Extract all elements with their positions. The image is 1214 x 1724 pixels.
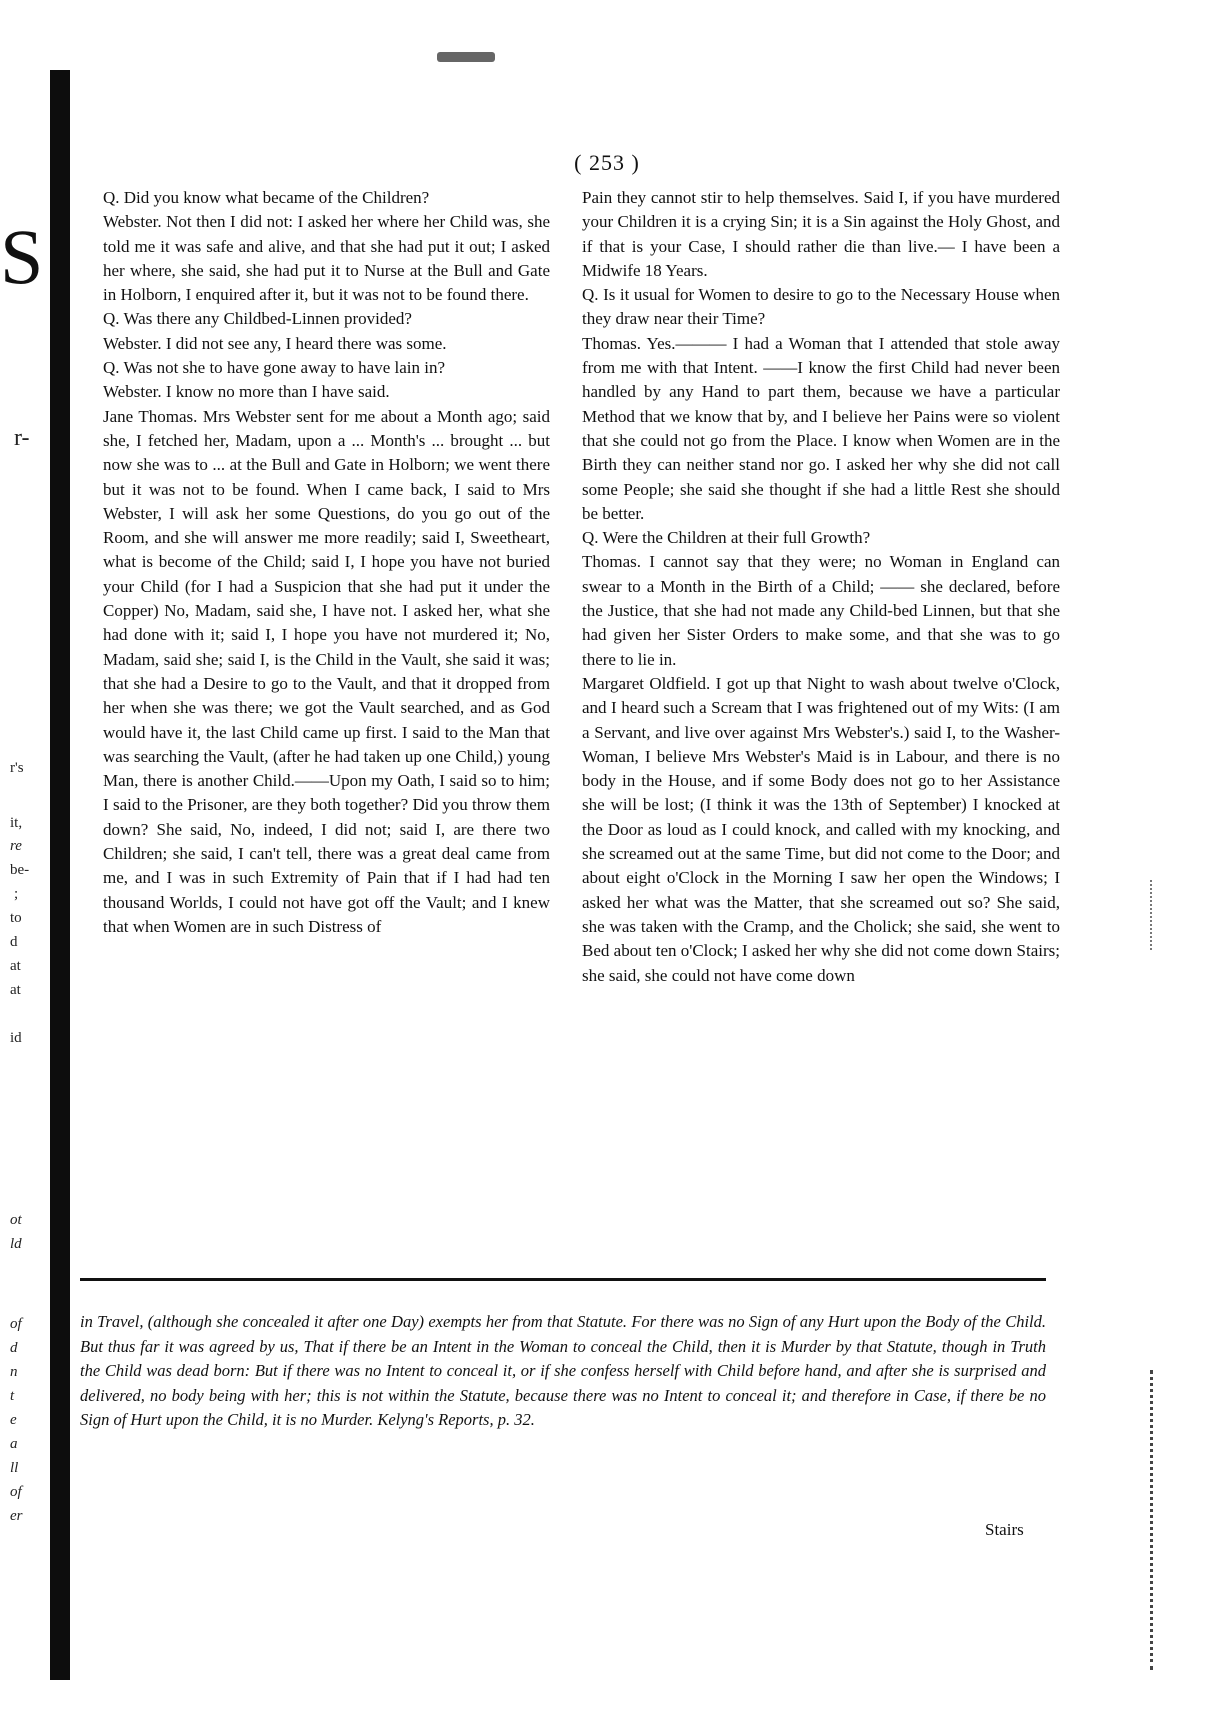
bleed-fragment: a: [10, 1436, 18, 1452]
paragraph: Q. Was there any Childbed-Linnen provided?: [103, 309, 412, 329]
bleed-fragment: at: [10, 958, 21, 974]
footnote-divider: [80, 1278, 1046, 1281]
bleed-fragment: id: [10, 1030, 22, 1046]
bleed-fragment: d: [10, 1340, 18, 1356]
bleed-fragment: of: [10, 1484, 22, 1500]
left-column: [103, 186, 550, 939]
bleed-fragment: to: [10, 910, 22, 926]
bleed-fragment: ll: [10, 1460, 19, 1476]
paragraph: Webster. I did not see any, I heard there was some.: [103, 333, 447, 353]
paragraph: Webster. I know no more than I have said.: [103, 382, 390, 402]
bleed-fragment: r's: [10, 760, 24, 776]
bleed-fragment: t: [10, 1388, 15, 1404]
right-column: [582, 186, 1060, 988]
footnote: [80, 1310, 1046, 1433]
bleed-fragment: be-: [10, 862, 30, 878]
header-ornament: [437, 52, 495, 62]
bleed-fragment: n: [10, 1364, 18, 1380]
scan-noise: [1150, 1370, 1183, 1670]
paragraph: Webster. Not then I did not: I asked her where her Child was, she told me it was safe and alive, and that she had put it out; I asked her where, she said, she had put it to Nurse at the Bull and Gate in Holborn, I enquired after it, but it was not to be found there.: [103, 212, 550, 305]
bleed-fragment: er: [10, 1508, 23, 1524]
bleed-fragment: it,: [10, 815, 23, 831]
bleed-fragment: of: [10, 1316, 22, 1332]
paragraph: Margaret Oldfield. I got up that Night to wash about twelve o'Clock, and I heard such a Scream that I was frightened out of my Wits: (I am a Servant, and live over against Mrs Webster's.) said I, to the Washer-Woman, I believe Mrs Webster's Maid is in Labour, and there is no body in the House, and if some Body does not go to her Assistance she will be lost; (I think it was the 13th of September) I knocked at the Door as loud as I could knock, and called with my knocking, and she screamed out at the same Time, but did not come to the Door; and about eight o'Clock in the Morning I saw her open the Windows; I asked her what was the Matter, that she screamed out so? She said, she was taken with the Cramp, and the Cholick; she said, she went to Bed about ten o'Clock; I asked her why she did not come down Stairs; she said, she could not have come down: [582, 673, 1060, 985]
bleed-fragment: r-: [14, 425, 30, 451]
paragraph: Pain they cannot stir to help themselves. Said I, if you have murdered your Children it is a crying Sin; it is a Sin against the Holy Ghost, and if that is your Case, I should rather die than live.— I have been a Midwife 18 Years.: [582, 188, 1060, 280]
left-margin-bleed: [0, 0, 50, 1724]
bleed-fragment: re: [10, 838, 22, 854]
binding-edge: [50, 70, 70, 1680]
bleed-fragment: d: [10, 934, 18, 950]
catchword: Stairs: [985, 1520, 1024, 1539]
bleed-fragment: ld: [10, 1236, 22, 1252]
bleed-fragment: ;: [14, 886, 19, 902]
page-number: ( 253 ): [574, 150, 640, 175]
paragraph: Thomas. I cannot say that they were; no Woman in England can swear to a Month in the Birth of a Child; —— she declared, before the Justice, that she had not made any Child-bed Linnen, but that she had given her Sister Orders to make some, and that she was to go there to lie in.: [582, 552, 1060, 669]
bleed-fragment: ot: [10, 1212, 22, 1228]
paragraph: Q. Is it usual for Women to desire to go to the Necessary House when they draw near their Time?: [582, 285, 1060, 329]
bleed-big-letter: S: [0, 213, 44, 300]
paragraph: Jane Thomas. Mrs Webster sent for me about a Month ago; said she, I fetched her, Madam, upon a ... Month's ... brought ... but now she was to ... at the Bull and Gate in Holborn; we went there but it was not to be found. When I came back, I said to Mrs Webster, I will ask her some Questions, do you go out of the Room, and she will answer me more readily; said I, Sweetheart, what is become of the Child; said I, I hope you have not buried your Child (for I had a Suspicion that she had put it under the Copper) No, Madam, said she, I have not. I asked her, what she had done with it; said I, I hope you have not murdered it; No, Madam, said she; said I, is the Child in the Vault, she said it was; that she had a Desire to go to the Vault, and that it dropped from her when she was there; we got the Vault searched, and as God would have it, the last Child came up first. I said to the Man that was searching the Vault, (after he had taken up one Child,) young Man, there is another Child.——Upon my Oath, I said so to him; I said to the Prisoner, are they both together? Did you throw them down? She said, No, indeed, I did not; said I, are there two Children; she said, I can't tell, there was a great deal came from me, and I was in such Extremity of Pain that if I had had ten thousand Worlds, I could not have got off the Vault; and I knew that when Women are in such Distress of: [103, 406, 550, 936]
footnote-text: in Travel, (although she concealed it after one Day) exempts her from that Statute. For there was no Sign of any Hurt upon the Body of the Child. But thus far it was agreed by us, That if there be an Intent in the Woman to conceal the Child, then it is Murder by that Statute, though in Truth the Child was dead born: But if there was no Intent to conceal it, or if she confess herself with Child before hand, and after she is surprised and delivered, no body being with her; this is not within the Statute, because there was no Intent to conceal it; and therefore in Case, if there be no Sign of Hurt upon the Child, it is no Murder. Kelyng's Reports, p. 32.: [80, 1312, 1046, 1429]
paragraph: Q. Was not she to have gone away to have lain in?: [103, 358, 446, 378]
scan-noise: [1150, 880, 1182, 950]
paragraph: Q. Were the Children at their full Growth?: [582, 528, 871, 548]
bleed-fragment: e: [10, 1412, 17, 1428]
bleed-fragment: at: [10, 982, 21, 998]
paragraph: Q. Did you know what became of the Children?: [103, 188, 430, 207]
paragraph: Thomas. Yes.——— I had a Woman that I attended that stole away from me with that Intent. ——I know the first Child had never been handled by any Hand to part them, because we have a particular Method that we know that by, and I believe her Pains were so violent that she could not go from the Place. I know when Women are in the Birth they can neither stand nor go. I asked her why she did not call some People; she said she thought if she had a little Rest she should be better.: [582, 333, 1060, 523]
